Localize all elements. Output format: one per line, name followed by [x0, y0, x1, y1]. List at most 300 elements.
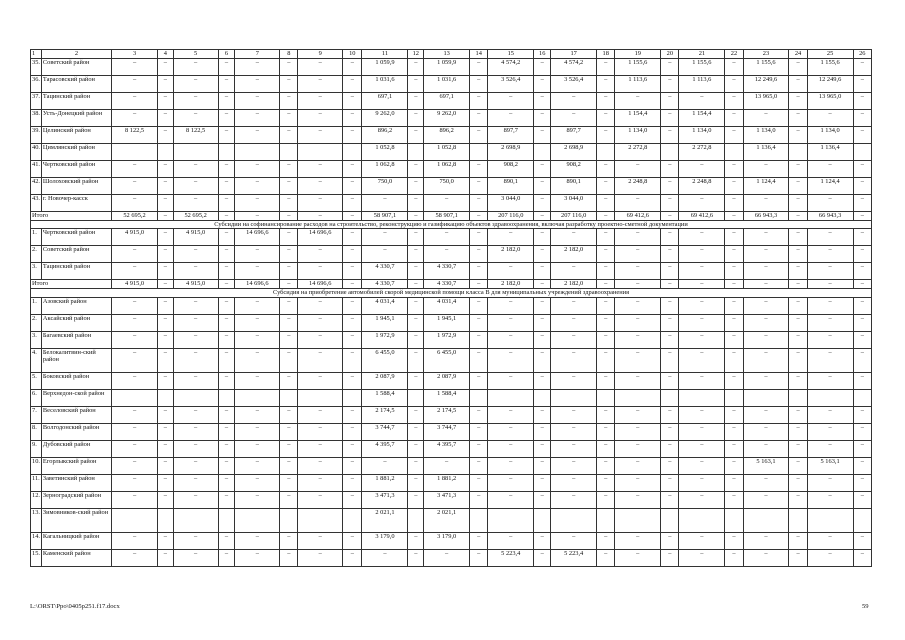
table-cell: – [807, 549, 853, 566]
table-cell: – [661, 212, 679, 221]
table-cell: – [789, 491, 807, 508]
table-cell: – [298, 178, 343, 195]
row-number: 37. [31, 93, 42, 110]
table-cell: 9 262,0 [362, 110, 408, 127]
table-cell: – [470, 212, 488, 221]
table-cell: – [362, 457, 408, 474]
district-name: Шолоховский район [41, 178, 111, 195]
table-cell: – [661, 423, 679, 440]
table-cell: – [661, 440, 679, 457]
table-cell: – [853, 246, 871, 263]
table-cell: 2 248,8 [679, 178, 725, 195]
table-cell: – [789, 423, 807, 440]
table-cell: 2 698,9 [488, 144, 534, 161]
column-number-cell: 22 [725, 50, 743, 59]
table-cell: – [112, 314, 158, 331]
table-cell: – [235, 246, 280, 263]
table-cell: 1 059,9 [424, 59, 470, 76]
table-cell: 6 455,0 [362, 348, 408, 372]
table-cell: – [408, 474, 424, 491]
district-name: Целинский район [41, 127, 111, 144]
district-name: Белокалитвин-ский район [41, 348, 111, 372]
table-cell: – [298, 372, 343, 389]
table-cell: – [551, 423, 597, 440]
table-cell: – [408, 263, 424, 280]
table-cell [725, 144, 743, 161]
table-cell [343, 508, 362, 532]
table-cell: 897,7 [551, 127, 597, 144]
table-cell: – [173, 161, 218, 178]
table-cell: – [534, 457, 551, 474]
table-row [31, 229, 872, 246]
table-cell [853, 389, 871, 406]
table-cell: – [615, 532, 661, 549]
table-cell: – [807, 474, 853, 491]
table-cell: 3 179,0 [362, 532, 408, 549]
table-cell: – [679, 229, 725, 246]
table-cell: – [112, 110, 158, 127]
table-cell: – [534, 549, 551, 566]
table-row [31, 348, 872, 372]
table-cell: – [298, 331, 343, 348]
table-cell: – [408, 457, 424, 474]
table-cell: 4 330,7 [424, 280, 470, 289]
table-cell: – [853, 76, 871, 93]
table-cell [408, 144, 424, 161]
table-cell: – [743, 348, 789, 372]
table-cell: – [280, 59, 298, 76]
district-name: Веселовский район [41, 406, 111, 423]
table-cell [853, 508, 871, 532]
table-cell: – [218, 549, 235, 566]
table-cell: – [173, 110, 218, 127]
row-number: 41. [31, 161, 42, 178]
table-cell [280, 508, 298, 532]
table-cell: – [218, 76, 235, 93]
table-cell: – [725, 229, 743, 246]
row-number: 10. [31, 457, 42, 474]
table-cell: – [725, 161, 743, 178]
table-cell: – [158, 549, 174, 566]
district-name: Советский район [41, 246, 111, 263]
table-cell: – [534, 331, 551, 348]
table-cell: – [488, 263, 534, 280]
table-cell: – [408, 161, 424, 178]
column-number-cell: 16 [534, 50, 551, 59]
table-cell: – [551, 297, 597, 314]
table-cell: – [679, 457, 725, 474]
table-cell: – [218, 212, 235, 221]
table-cell: – [725, 348, 743, 372]
table-cell: – [235, 440, 280, 457]
table-cell: – [679, 372, 725, 389]
table-cell [280, 389, 298, 406]
table-cell: – [725, 76, 743, 93]
table-cell: – [661, 297, 679, 314]
table-cell: 69 412,6 [615, 212, 661, 221]
column-number-cell: 2 [41, 50, 111, 59]
table-cell: – [158, 491, 174, 508]
district-name: Егорлыкский район [41, 457, 111, 474]
table-cell [534, 508, 551, 532]
table-cell: – [488, 372, 534, 389]
section-heading: Субсидия на приобретение автомобилей скорой медицинской помощи класса В для муниципальных учреждений здравоохранения [31, 289, 872, 297]
table-cell: – [343, 127, 362, 144]
table-row [31, 297, 872, 314]
table-cell: 12 249,6 [743, 76, 789, 93]
table-cell: 890,1 [551, 178, 597, 195]
row-number: 2. [31, 246, 42, 263]
column-number-cell: 15 [488, 50, 534, 59]
table-cell: – [408, 246, 424, 263]
column-number-cell: 17 [551, 50, 597, 59]
table-cell: – [112, 457, 158, 474]
table-cell: – [661, 331, 679, 348]
table-cell: 1 113,6 [679, 76, 725, 93]
table-cell: 2 182,0 [551, 246, 597, 263]
table-cell: 896,2 [362, 127, 408, 144]
table-cell: – [280, 195, 298, 212]
table-cell: 1 155,6 [807, 59, 853, 76]
table-cell: – [488, 314, 534, 331]
table-cell: – [597, 406, 615, 423]
table-cell: 1 052,8 [362, 144, 408, 161]
table-cell: – [408, 93, 424, 110]
table-cell: – [679, 161, 725, 178]
table-cell: – [343, 229, 362, 246]
table-cell [551, 389, 597, 406]
table-cell: – [173, 195, 218, 212]
table-cell: 3 179,0 [424, 532, 470, 549]
table-cell: – [853, 314, 871, 331]
table-cell: – [807, 246, 853, 263]
table-cell: – [488, 423, 534, 440]
table-cell: 5 163,1 [743, 457, 789, 474]
table-cell [789, 144, 807, 161]
table-cell: – [597, 457, 615, 474]
table-cell: – [343, 406, 362, 423]
table-cell: – [679, 423, 725, 440]
table-cell: – [218, 372, 235, 389]
table-cell: – [298, 110, 343, 127]
table-cell: – [235, 59, 280, 76]
table-cell: – [661, 348, 679, 372]
table-cell: – [789, 195, 807, 212]
total-row [31, 212, 872, 221]
table-cell: – [615, 372, 661, 389]
table-cell: – [551, 348, 597, 372]
table-cell: 3 471,3 [424, 491, 470, 508]
table-row [31, 195, 872, 212]
table-cell: – [298, 440, 343, 457]
table-cell: – [534, 474, 551, 491]
table-cell: 58 907,1 [362, 212, 408, 221]
table-cell: – [597, 532, 615, 549]
table-cell: – [534, 532, 551, 549]
table-cell: 897,7 [488, 127, 534, 144]
table-cell [807, 389, 853, 406]
table-cell: – [280, 331, 298, 348]
table-row [31, 314, 872, 331]
table-cell: – [488, 297, 534, 314]
table-cell: 4 395,7 [362, 440, 408, 457]
district-name: Волгодонский район [41, 423, 111, 440]
table-cell: – [218, 532, 235, 549]
table-cell: – [218, 178, 235, 195]
table-cell [743, 508, 789, 532]
table-cell: 4 915,0 [112, 229, 158, 246]
table-cell: – [173, 314, 218, 331]
table-cell: – [218, 110, 235, 127]
row-number: 3. [31, 331, 42, 348]
table-cell: – [789, 549, 807, 566]
table-cell: – [661, 474, 679, 491]
table-row [31, 93, 872, 110]
table-cell: 52 695,2 [112, 212, 158, 221]
table-cell: – [679, 474, 725, 491]
table-cell: – [597, 549, 615, 566]
table-cell: – [789, 178, 807, 195]
table-cell [218, 389, 235, 406]
column-number-cell: 20 [661, 50, 679, 59]
district-name: Усть-Донецкий район [41, 110, 111, 127]
table-cell: – [470, 549, 488, 566]
table-cell: 1 134,0 [679, 127, 725, 144]
table-cell: – [534, 127, 551, 144]
row-number: 15. [31, 549, 42, 566]
table-cell: – [343, 348, 362, 372]
table-cell: 890,1 [488, 178, 534, 195]
table-cell: – [661, 161, 679, 178]
table-cell: – [534, 423, 551, 440]
table-cell: – [173, 297, 218, 314]
table-cell: – [158, 263, 174, 280]
table-cell: – [853, 263, 871, 280]
table-cell: – [280, 161, 298, 178]
table-cell: – [789, 229, 807, 246]
table-cell: – [597, 212, 615, 221]
table-cell: – [725, 532, 743, 549]
table-cell: – [679, 406, 725, 423]
row-number: 6. [31, 389, 42, 406]
table-cell: – [789, 212, 807, 221]
table-cell: – [743, 532, 789, 549]
table-cell: – [280, 549, 298, 566]
table-cell: – [789, 127, 807, 144]
table-cell: – [551, 532, 597, 549]
table-cell: – [298, 195, 343, 212]
table-cell [235, 508, 280, 532]
table-cell: – [789, 348, 807, 372]
table-cell [280, 144, 298, 161]
table-cell: – [235, 474, 280, 491]
table-cell: 1 062,8 [424, 161, 470, 178]
table-cell: – [853, 474, 871, 491]
table-cell: – [661, 549, 679, 566]
table-cell: – [343, 263, 362, 280]
table-cell: – [280, 263, 298, 280]
table-cell: – [470, 93, 488, 110]
table-cell: 3 471,3 [362, 491, 408, 508]
table-cell: – [534, 263, 551, 280]
table-cell: – [235, 406, 280, 423]
table-cell: – [725, 195, 743, 212]
table-cell: 1 113,6 [615, 76, 661, 93]
table-cell: – [534, 246, 551, 263]
table-cell: 66 943,3 [743, 212, 789, 221]
table-cell: – [853, 457, 871, 474]
table-cell: – [679, 297, 725, 314]
table-cell: – [597, 314, 615, 331]
table-cell: – [280, 110, 298, 127]
table-cell: – [408, 491, 424, 508]
table-cell: – [853, 549, 871, 566]
table-cell: 1 124,4 [807, 178, 853, 195]
table-cell: – [343, 280, 362, 289]
table-cell: – [298, 127, 343, 144]
table-cell: – [615, 93, 661, 110]
district-name: Советский район [41, 59, 111, 76]
table-cell: – [343, 549, 362, 566]
table-cell: – [789, 59, 807, 76]
table-cell: – [112, 532, 158, 549]
table-cell: – [343, 93, 362, 110]
table-cell: – [597, 348, 615, 372]
table-cell: – [280, 406, 298, 423]
table-cell: 896,2 [424, 127, 470, 144]
district-name: Зерноградский район [41, 491, 111, 508]
table-cell: 1 155,6 [743, 59, 789, 76]
table-row [31, 59, 872, 76]
table-cell: – [470, 59, 488, 76]
row-number: 2. [31, 314, 42, 331]
table-cell: – [488, 229, 534, 246]
table-cell: – [661, 93, 679, 110]
table-cell: – [173, 372, 218, 389]
table-cell: – [408, 314, 424, 331]
table-cell: – [725, 110, 743, 127]
table-cell: – [218, 195, 235, 212]
table-cell: – [218, 297, 235, 314]
table-cell: – [158, 474, 174, 491]
table-cell [470, 389, 488, 406]
table-cell: 1 059,9 [362, 59, 408, 76]
row-number: 3. [31, 263, 42, 280]
table-cell: – [488, 457, 534, 474]
table-cell: – [615, 457, 661, 474]
table-cell: – [470, 178, 488, 195]
table-row [31, 491, 872, 508]
total-label: Итого [31, 280, 112, 289]
table-cell: – [408, 406, 424, 423]
row-number: 1. [31, 229, 42, 246]
table-cell: – [343, 440, 362, 457]
table-cell: – [424, 457, 470, 474]
table-cell: 4 574,2 [488, 59, 534, 76]
table-cell: – [597, 297, 615, 314]
table-cell: – [343, 297, 362, 314]
table-cell: – [235, 110, 280, 127]
table-cell: – [807, 161, 853, 178]
table-cell: – [158, 110, 174, 127]
table-cell: – [470, 331, 488, 348]
table-cell: – [534, 59, 551, 76]
table-cell: – [807, 440, 853, 457]
table-cell: – [743, 110, 789, 127]
table-cell: 1 031,6 [424, 76, 470, 93]
table-cell: – [661, 59, 679, 76]
row-number: 43. [31, 195, 42, 212]
table-cell: – [173, 331, 218, 348]
table-cell: – [597, 178, 615, 195]
table-cell [807, 508, 853, 532]
table-cell: – [235, 297, 280, 314]
table-cell: 12 249,6 [807, 76, 853, 93]
table-cell: 4 395,7 [424, 440, 470, 457]
table-cell: – [807, 406, 853, 423]
table-cell: – [408, 110, 424, 127]
table-cell: – [158, 372, 174, 389]
table-row [31, 372, 872, 389]
section-heading-row [31, 221, 872, 229]
table-cell: – [679, 549, 725, 566]
table-cell: – [725, 212, 743, 221]
table-row [31, 178, 872, 195]
column-number-cell: 25 [807, 50, 853, 59]
table-cell [343, 389, 362, 406]
table-cell: – [615, 406, 661, 423]
table-cell: – [725, 297, 743, 314]
section-heading-row [31, 289, 872, 297]
table-cell: – [534, 161, 551, 178]
table-cell: 5 223,4 [488, 549, 534, 566]
table-cell: 1 881,2 [362, 474, 408, 491]
table-cell: – [679, 532, 725, 549]
table-row [31, 144, 872, 161]
table-cell [470, 144, 488, 161]
table-cell: – [343, 195, 362, 212]
column-number-cell: 9 [298, 50, 343, 59]
table-cell: – [235, 549, 280, 566]
section-heading: Субсидии на софинансирование расходов на строительство, реконструкцию и газификацию объектов здравоохранения, включая разработку проектно-сметной документации [31, 221, 872, 229]
table-cell: – [362, 195, 408, 212]
table-cell [488, 389, 534, 406]
table-row [31, 549, 872, 566]
table-row [31, 331, 872, 348]
table-cell: – [158, 178, 174, 195]
table-cell: – [298, 491, 343, 508]
table-cell: 1 155,6 [679, 59, 725, 76]
table-cell: – [280, 474, 298, 491]
table-cell: – [343, 212, 362, 221]
table-cell: 66 943,3 [807, 212, 853, 221]
table-cell: – [597, 195, 615, 212]
table-cell: – [661, 457, 679, 474]
footer-page-number: 59 [862, 603, 869, 610]
table-cell: 4 915,0 [173, 280, 218, 289]
table-cell: 5 163,1 [807, 457, 853, 474]
table-cell: – [235, 212, 280, 221]
table-cell: – [218, 127, 235, 144]
table-cell: – [298, 406, 343, 423]
table-row [31, 474, 872, 491]
subsidy-table [30, 49, 872, 567]
table-cell: – [615, 423, 661, 440]
table-cell: 3 744,7 [362, 423, 408, 440]
table-cell: – [853, 331, 871, 348]
table-cell: – [470, 297, 488, 314]
table-cell: – [743, 229, 789, 246]
